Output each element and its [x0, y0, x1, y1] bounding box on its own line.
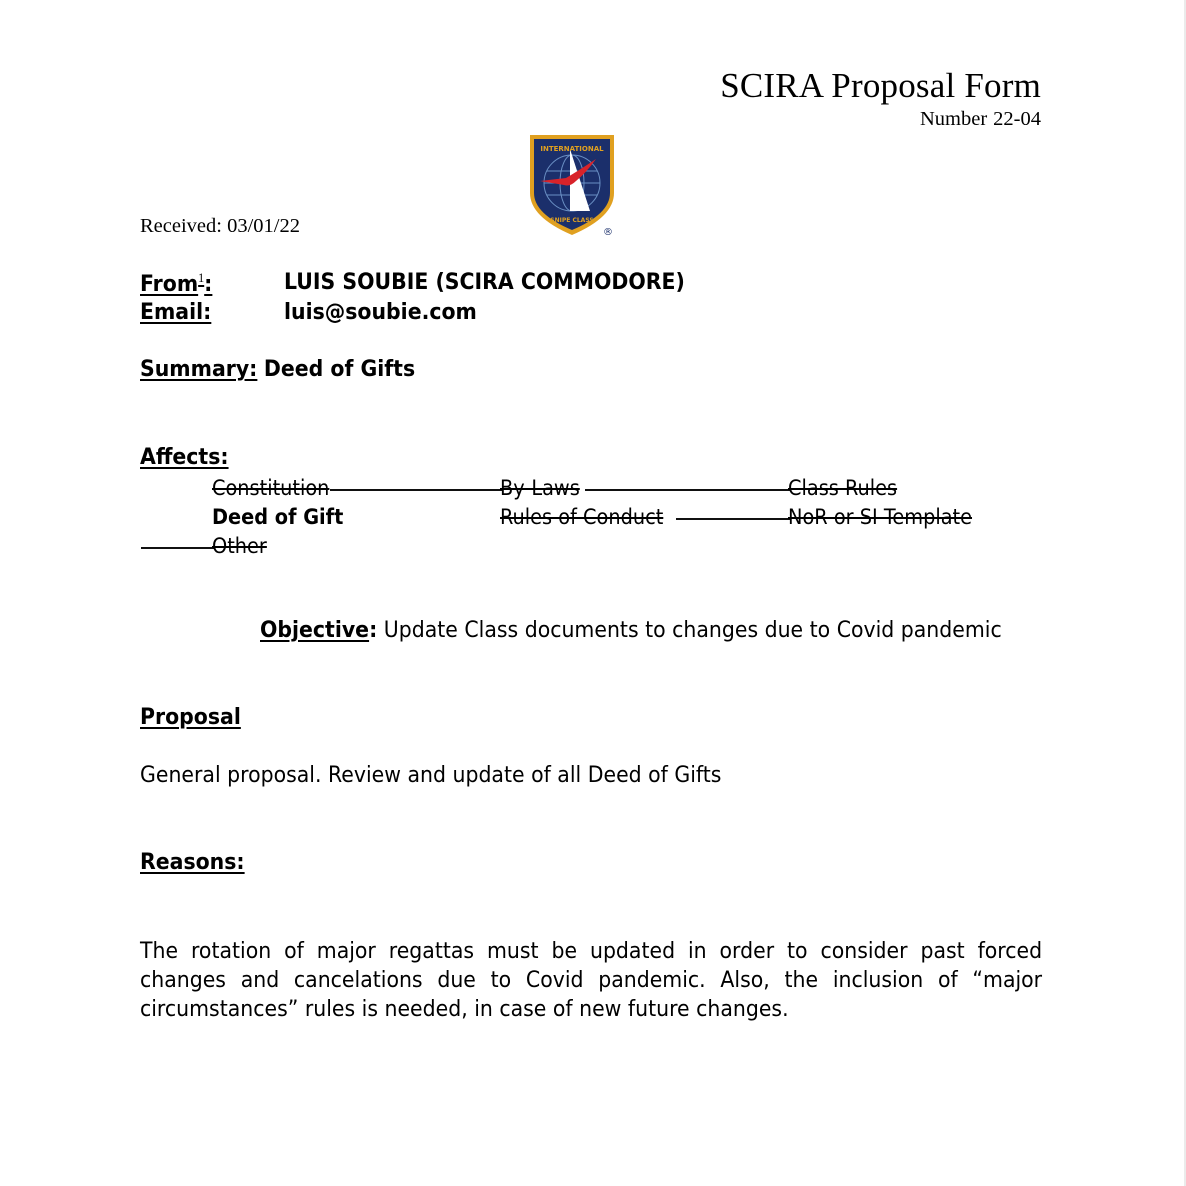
- strike-line: [676, 518, 790, 520]
- snipe-class-logo-icon: [526, 131, 618, 239]
- objective: [260, 618, 1002, 643]
- objective-colon: :: [369, 618, 378, 643]
- logo-text-bottom: SNIPE CLASS: [550, 217, 594, 224]
- email-label: Email:: [140, 300, 212, 325]
- objective-value: Update Class documents to changes due to Covid pandemic: [383, 618, 1002, 643]
- summary-value: Deed of Gifts: [263, 357, 416, 382]
- affects-option-by-laws: By-Laws: [500, 476, 580, 500]
- reasons-paragraph: [140, 937, 1042, 1024]
- affects-option-deed-of-gift: Deed of Gift: [212, 505, 344, 529]
- proposal-heading: Proposal: [140, 705, 241, 730]
- objective-label: Objective: [260, 618, 370, 643]
- logo-text-top: INTERNATIONAL: [540, 145, 604, 153]
- from-label-text: From: [140, 272, 199, 297]
- affects-option-constitution: Constitution: [212, 476, 330, 500]
- form-number: [920, 108, 1041, 131]
- from-value: LUIS SOUBIE (SCIRA COMMODORE): [284, 270, 685, 295]
- received-date: Received: 03/01/22: [140, 215, 300, 237]
- number-value: 22-04: [993, 108, 1041, 130]
- from-label: [140, 270, 212, 297]
- form-title: SCIRA Proposal Form: [720, 66, 1041, 105]
- number-label: Number: [919, 108, 988, 130]
- summary: [140, 357, 415, 382]
- reasons-line: The rotation of major regattas must be updated in order to consider past forced: [140, 939, 1043, 964]
- strike-line: [330, 489, 502, 491]
- reasons-line: circumstances” rules is needed, in case of new future changes.: [140, 997, 789, 1022]
- email-value[interactable]: luis@soubie.com: [284, 300, 477, 325]
- reasons-heading: Reasons:: [140, 850, 245, 875]
- from-colon: :: [204, 272, 213, 297]
- registered-mark: ®: [603, 227, 613, 238]
- affects-option-nor-si-template: NoR or SI Template: [788, 505, 973, 529]
- strike-line: [585, 489, 790, 491]
- affects-option-class-rules: Class Rules: [788, 476, 898, 500]
- affects-option-rules-of-conduct: Rules of Conduct: [500, 505, 664, 529]
- affects-option-other: Other: [212, 534, 267, 558]
- proposal-text: General proposal. Review and update of all Deed of Gifts: [140, 763, 722, 788]
- footnote-ref[interactable]: 1: [198, 270, 205, 285]
- reasons-line: changes and cancelations due to Covid pandemic. Also, the inclusion of “major: [140, 968, 1043, 993]
- strike-line: [141, 547, 215, 549]
- summary-label: Summary:: [140, 357, 258, 382]
- affects-label: Affects:: [140, 445, 229, 470]
